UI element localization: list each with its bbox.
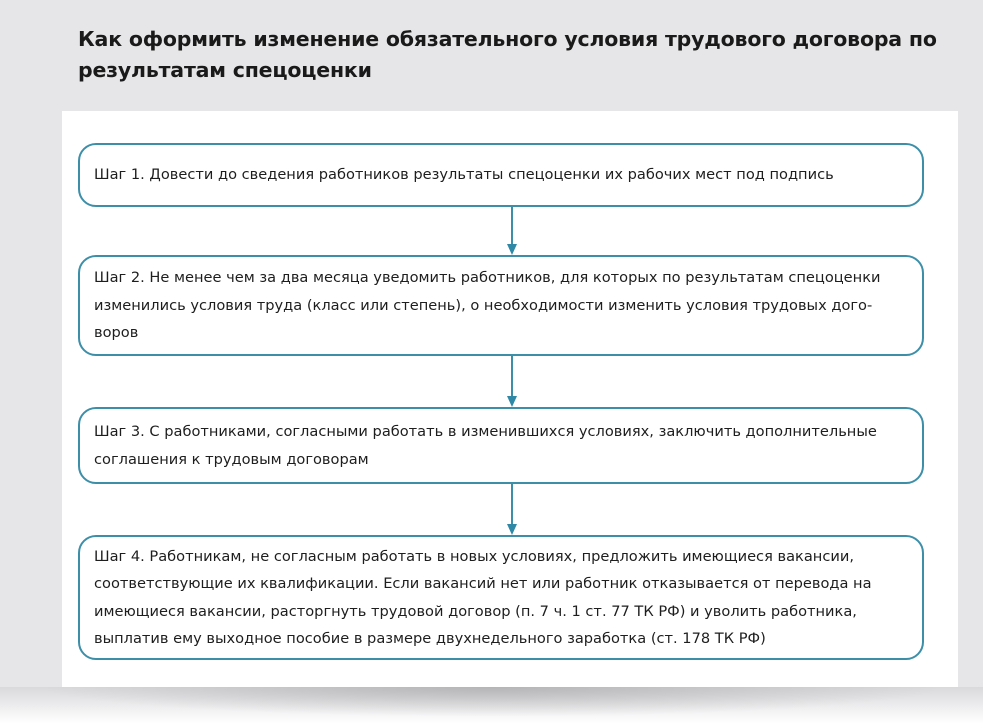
step-text: Шаг 4. Работникам, не согласным работать в новых условиях, предложить имеющиеся вакансии, соответствующие их квалификации. Если вакансий нет или работник отказывается от перевода на имеющиеся вакансии, расторгнуть трудовой договор (п. 7 ч. 1 ст. 77 ТК РФ) и уволить работника, выплатив ему выходное пособие в размере двухнедельного заработка (ст. 178 ТК РФ) <box>94 547 872 647</box>
step-box-4 <box>78 535 924 660</box>
connector-line <box>511 207 513 247</box>
arrowhead <box>507 244 517 255</box>
arrow-down-icon <box>507 356 517 407</box>
connector-line <box>511 484 513 527</box>
arrowhead <box>507 396 517 407</box>
arrow-down-icon <box>507 207 517 255</box>
step-text: Шаг 3. С работниками, согласными работать в изменившихся условиях, заключить дополнительные соглашения к трудовым договорам <box>94 423 877 468</box>
step-box-2 <box>78 255 924 356</box>
connector-line <box>511 356 513 399</box>
panel-shadow <box>40 687 943 717</box>
arrowhead <box>507 524 517 535</box>
step-text: Шаг 2. Не менее чем за два месяца уведомить работников, для которых по результатам спецоценки изменились условия труда (класс или степень), о необходимости изменить условия трудовых договоров <box>94 269 881 342</box>
arrow-down-icon <box>507 484 517 535</box>
step-box-1 <box>78 143 924 207</box>
step-text: Шаг 1. Довести до сведения работников результаты спецоценки их рабочих мест под подпись <box>94 166 834 184</box>
page-title: Как оформить изменение обязательного условия трудового договора по результатам спецоценки <box>78 27 937 82</box>
step-box-3 <box>78 407 924 484</box>
flowchart-panel <box>62 111 958 687</box>
